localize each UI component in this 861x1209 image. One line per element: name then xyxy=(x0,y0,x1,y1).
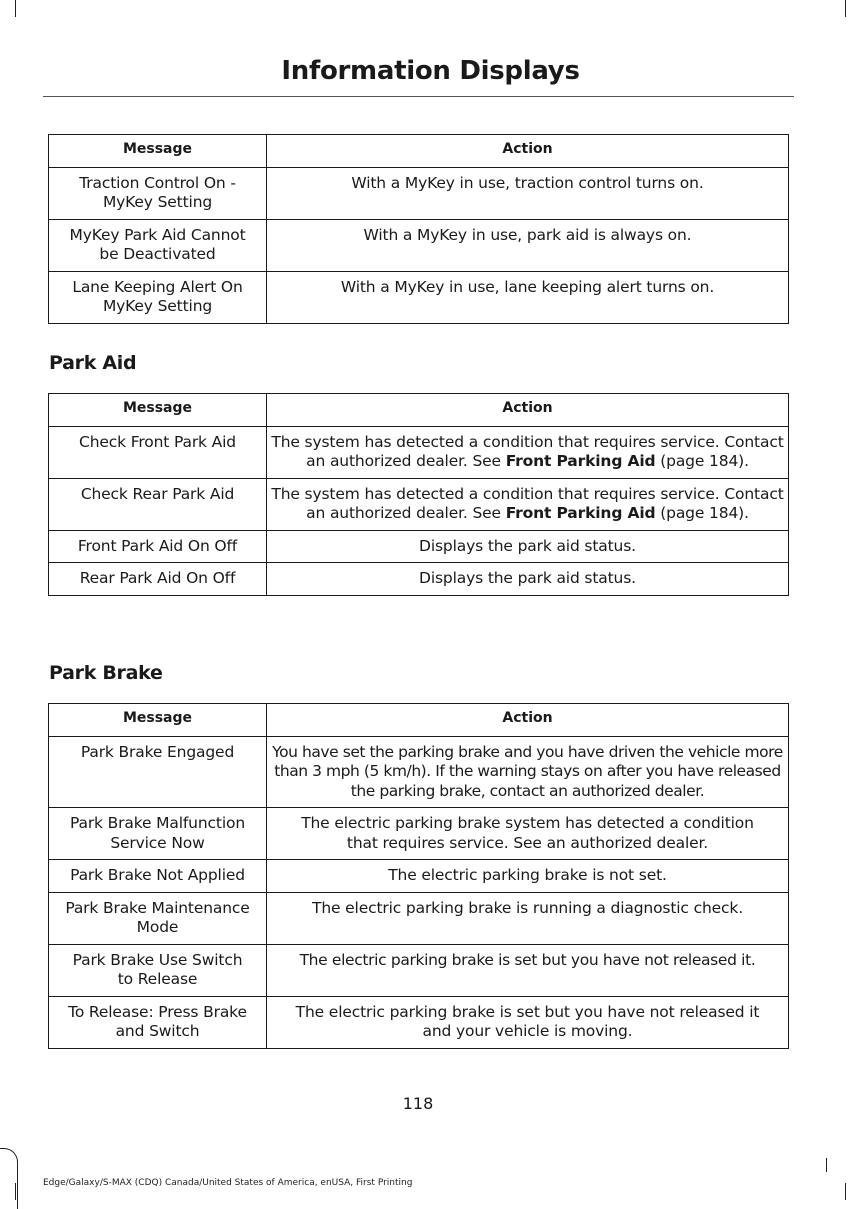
action-text: Displays the park aid status. xyxy=(419,536,636,555)
message-cell xyxy=(49,944,267,996)
column-header-message: Message xyxy=(49,704,267,737)
action-cell xyxy=(267,736,789,808)
action-cell xyxy=(267,996,789,1048)
message-text: Rear Park Aid On Off xyxy=(79,569,236,587)
footer-text: Edge/Galaxy/S-MAX (CDQ) Canada/United States of America, enUSA, First Printing xyxy=(43,1178,413,1188)
page-number: 118 xyxy=(402,1094,434,1113)
message-text: Check Front Park Aid xyxy=(79,432,236,451)
action-text: The system has detected a condition that requires service. Contact an authorized dealer. See xyxy=(271,432,784,470)
column-header-message: Message xyxy=(49,394,267,427)
action-cell xyxy=(267,892,789,944)
action-cell xyxy=(267,860,789,893)
crop-mark xyxy=(845,1183,846,1200)
message-text: MyKey Park Aid Cannot be Deactivated xyxy=(69,225,246,263)
message-text: To Release: Press Brake and Switch xyxy=(68,1002,247,1040)
message-cell xyxy=(49,996,267,1048)
table-row xyxy=(49,219,789,271)
crop-mark xyxy=(826,1158,827,1172)
section-heading-park-brake: Park Brake xyxy=(49,662,163,684)
action-text: The system has detected a condition that requires service. Contact an authorized dealer. See xyxy=(271,484,784,522)
action-cell xyxy=(267,271,789,323)
action-cell xyxy=(267,426,789,478)
message-cell xyxy=(49,271,267,323)
action-cell xyxy=(267,219,789,271)
message-cell xyxy=(49,478,267,530)
message-cell xyxy=(49,426,267,478)
action-text: The electric parking brake is running a diagnostic check. xyxy=(312,898,743,917)
park-brake-messages-table xyxy=(48,703,789,1049)
table-row xyxy=(49,563,789,596)
section-heading-park-aid: Park Aid xyxy=(49,352,137,374)
table-row xyxy=(49,271,789,323)
message-text: Park Brake Not Applied xyxy=(70,866,245,884)
column-header-action: Action xyxy=(267,135,789,168)
crop-mark xyxy=(845,0,846,17)
action-text: The electric parking brake is not set. xyxy=(388,866,667,884)
table-row xyxy=(49,736,789,808)
action-text: The electric parking brake system has detected a condition that requires service. See an authorized dealer. xyxy=(301,814,754,852)
table-header-row xyxy=(49,135,789,168)
mykey-messages-table xyxy=(48,134,789,324)
cross-reference-link: Front Parking Aid xyxy=(505,504,656,522)
table-row xyxy=(49,892,789,944)
action-text: With a MyKey in use, traction control turns on. xyxy=(351,173,704,192)
table-row xyxy=(49,860,789,893)
action-cell xyxy=(267,944,789,996)
message-text: Park Brake Use Switch to Release xyxy=(72,950,243,988)
message-text: Park Brake Maintenance Mode xyxy=(65,898,250,936)
message-cell xyxy=(49,736,267,808)
table-row xyxy=(49,530,789,563)
page-title: Information Displays xyxy=(281,56,580,86)
column-header-message: Message xyxy=(49,135,267,168)
cross-reference-link: Front Parking Aid xyxy=(505,452,656,470)
message-text: Check Rear Park Aid xyxy=(80,484,235,503)
message-text: Front Park Aid On Off xyxy=(77,536,238,555)
table-row xyxy=(49,478,789,530)
table-header-row xyxy=(49,704,789,737)
message-cell xyxy=(49,563,267,596)
action-cell xyxy=(267,808,789,860)
message-text: Park Brake Malfunction Service Now xyxy=(69,814,245,852)
table-row xyxy=(49,167,789,219)
table-header-row xyxy=(49,394,789,427)
message-text: Lane Keeping Alert On MyKey Setting xyxy=(72,277,243,315)
message-text: Park Brake Engaged xyxy=(80,742,235,761)
action-text: The electric parking brake is set but you have not released it and your vehicle is moving. xyxy=(295,1002,760,1040)
message-cell xyxy=(49,808,267,860)
park-aid-messages-table xyxy=(48,393,789,596)
message-text: Traction Control On - MyKey Setting xyxy=(79,173,236,211)
action-text: You have set the parking brake and you have driven the vehicle more than 3 mph (5 km/h). If the warning stays on after you have released the parking brake, contact an authorized dealer. xyxy=(272,742,783,800)
action-cell xyxy=(267,530,789,563)
action-text: With a MyKey in use, park aid is always on. xyxy=(363,225,692,244)
action-cell xyxy=(267,563,789,596)
table-row xyxy=(49,808,789,860)
action-text: Displays the park aid status. xyxy=(419,569,636,587)
table-row xyxy=(49,426,789,478)
message-cell xyxy=(49,219,267,271)
message-cell xyxy=(49,167,267,219)
table-row xyxy=(49,944,789,996)
page-reference: (page 184). xyxy=(655,452,749,470)
crop-mark xyxy=(15,0,16,17)
message-cell xyxy=(49,860,267,893)
table-row xyxy=(49,996,789,1048)
action-cell xyxy=(267,167,789,219)
action-cell xyxy=(267,478,789,530)
message-cell xyxy=(49,892,267,944)
column-header-action: Action xyxy=(267,394,789,427)
message-cell xyxy=(49,530,267,563)
column-header-action: Action xyxy=(267,704,789,737)
title-divider xyxy=(43,96,794,97)
page-reference: (page 184). xyxy=(655,504,749,522)
action-text: With a MyKey in use, lane keeping alert turns on. xyxy=(340,277,715,296)
action-text: The electric parking brake is set but you have not released it. xyxy=(299,950,756,969)
